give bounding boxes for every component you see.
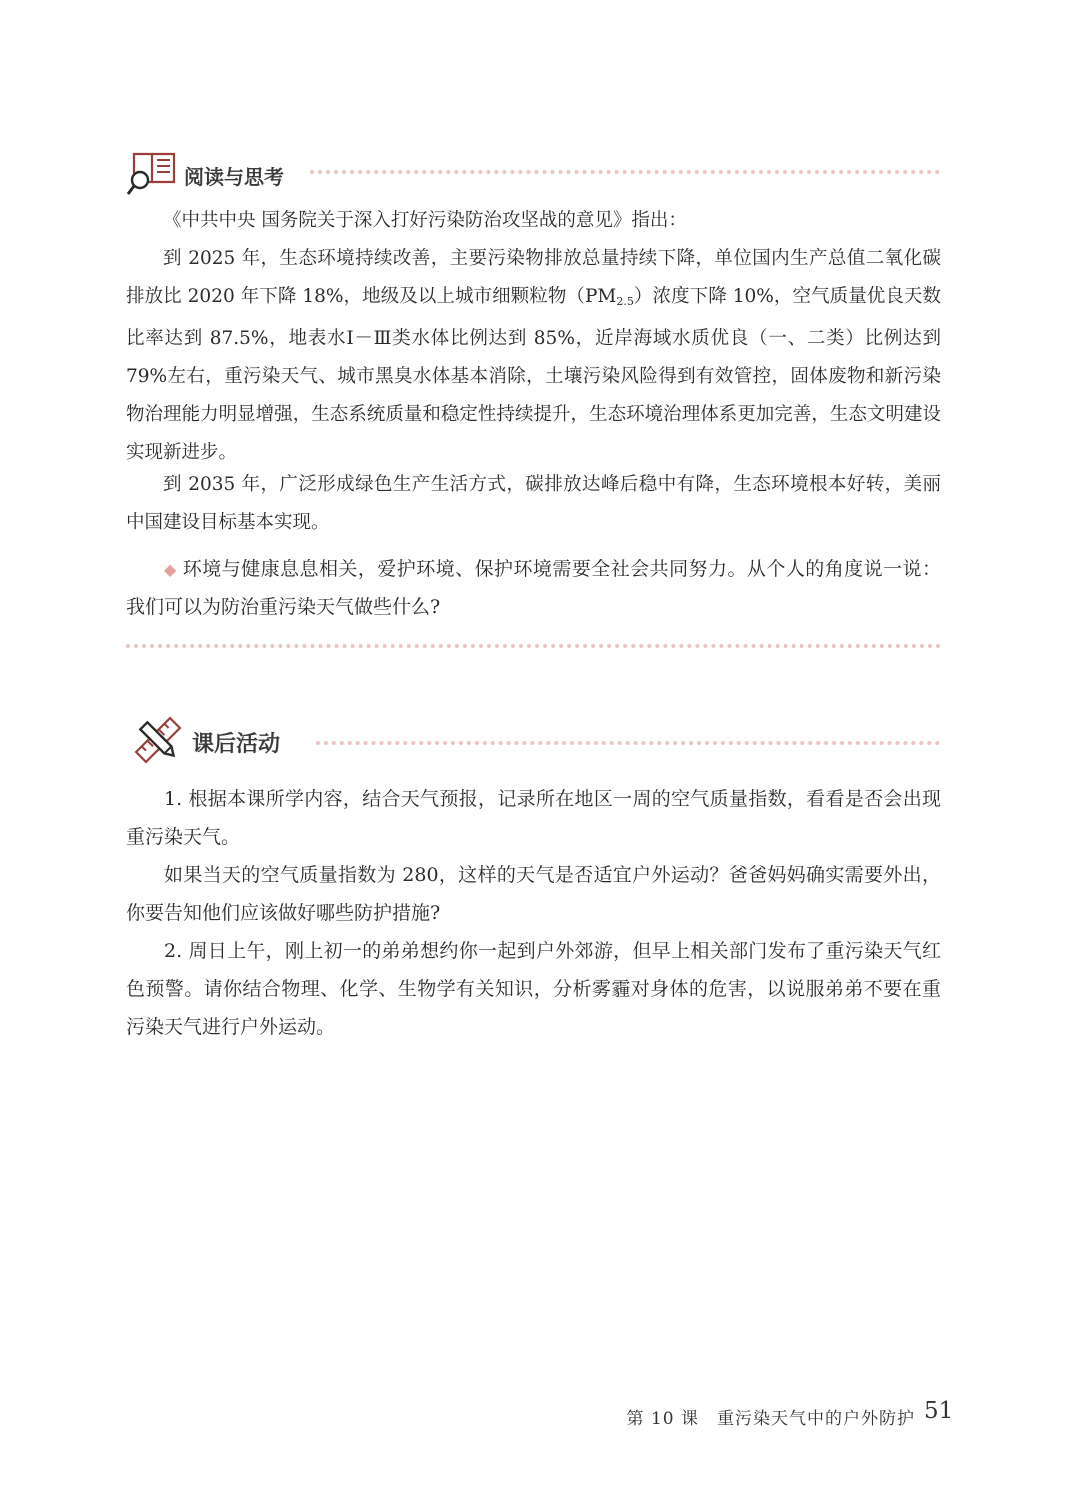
reading-paragraph-2025-rest: ）浓度下降 10%，空气质量优良天数比率达到 87.5%，地表水Ⅰ－Ⅲ类水体比例达到 85%，近岸海域水质优良（一、二类）比例达到 79%左右，重污染天气、城市黑臭水体基本消除，土壤污染风险得到有效管控，固体废物和新污染物治理能力明显增强，生态系统质量和稳定性持续提升，生态环境治理体系更加完善，生态文明建设实现新进步。 — [126, 285, 941, 463]
activity-header-divider — [316, 741, 940, 745]
reading-section-header — [126, 148, 284, 202]
diamond-bullet-icon: ◆ — [164, 560, 177, 579]
reading-question — [126, 551, 941, 627]
reading-header-divider — [310, 170, 940, 174]
book-magnifier-icon — [126, 148, 182, 202]
reading-section-title: 阅读与思考 — [184, 164, 284, 189]
reading-bottom-divider — [126, 644, 941, 648]
activity-item-1: 1. 根据本课所学内容，结合天气预报，记录所在地区一周的空气质量指数，看看是否会出现重污染天气。 — [126, 788, 941, 848]
pencil-ruler-icon — [130, 712, 186, 772]
page-number: 51 — [924, 1398, 954, 1424]
reading-source: 《中共中央 国务院关于深入打好污染防治攻坚战的意见》指出： — [163, 210, 687, 231]
pm-subscript: 2.5 — [616, 294, 634, 308]
reading-paragraph-2025 — [126, 240, 941, 471]
reading-paragraph-2035: 到 2035 年，广泛形成绿色生产生活方式，碳排放达峰后稳中有降，生态环境根本好转，美丽中国建设目标基本实现。 — [126, 474, 941, 533]
activity-item-1-followup: 如果当天的空气质量指数为 280，这样的天气是否适宜户外运动？爸爸妈妈确实需要外出，你要告知他们应该做好哪些防护措施? — [126, 864, 941, 924]
activity-section-header — [130, 712, 280, 772]
footer-lesson-title: 第 10 课 重污染天气中的户外防护 — [626, 1409, 915, 1429]
activity-item-2: 2. 周日上午，刚上初一的弟弟想约你一起到户外郊游，但早上相关部门发布了重污染天气红色预警。请你结合物理、化学、生物学有关知识，分析雾霾对身体的危害，以说服弟弟不要在重污染天气进行户外运动。 — [126, 940, 941, 1038]
activity-section-title: 课后活动 — [192, 731, 281, 757]
reading-paragraph-2025-text: 到 2025 年，生态环境持续改善，主要污染物排放总量持续下降，单位国内生产总值二氧化碳排放比 2020 年下降 18%，地级及以上城市细颗粒物（PM — [126, 248, 941, 307]
reading-question-text: 环境与健康息息相关，爱护环境、保护环境需要全社会共同努力。从个人的角度说一说：我们可以为防治重污染天气做些什么? — [126, 558, 941, 618]
